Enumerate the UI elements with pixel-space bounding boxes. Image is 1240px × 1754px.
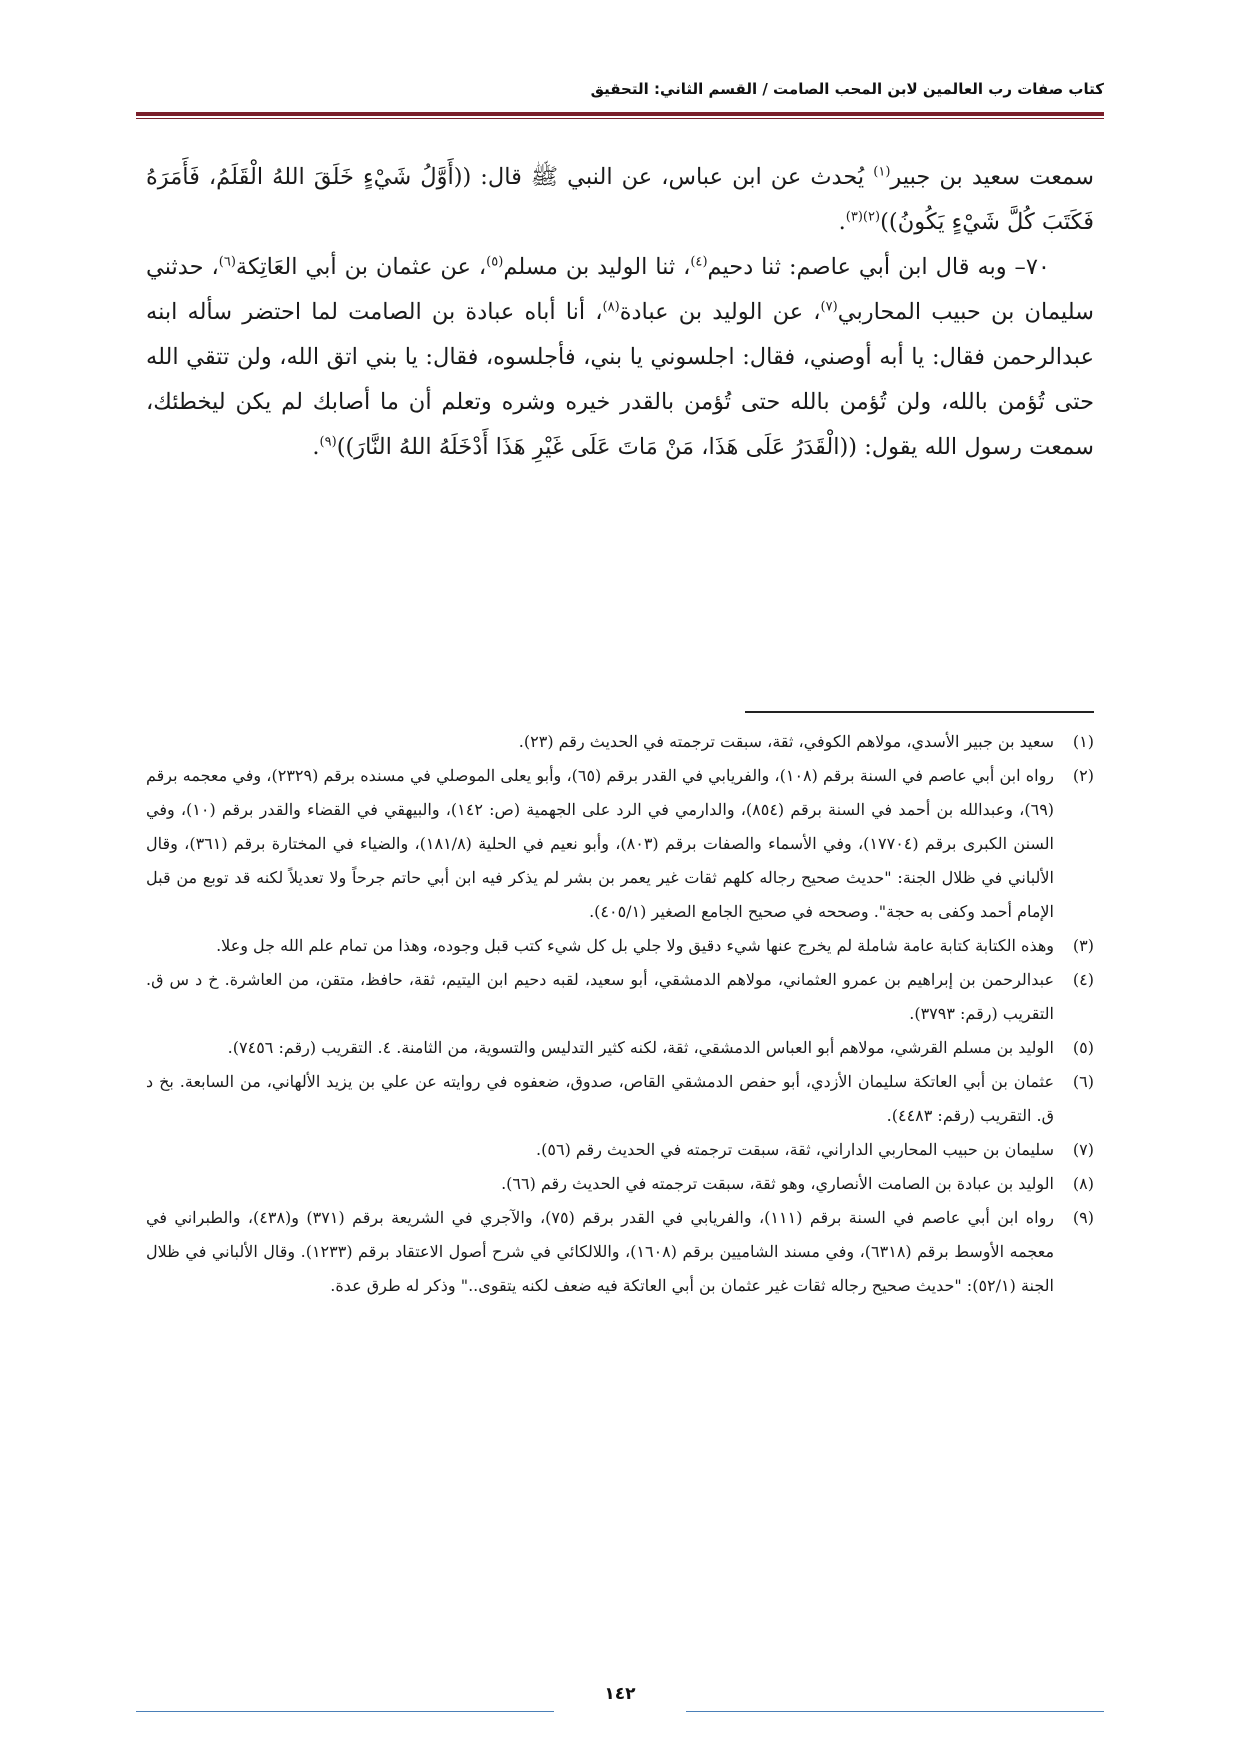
footnote-separator [745,711,1094,713]
footnote-text: رواه ابن أبي عاصم في السنة برقم (١٠٨)، والفريابي في القدر برقم (٦٥)، وأبو يعلى الموصلي في مسنده برقم (٢٣٢٩)، وفي معجمه برقم (٦٩)، وعبدالله بن أحمد في السنة برقم (٨٥٤)، والدارمي في الرد على الجهمية (ص: ١٤٢)، والبيهقي في القضاء والقدر برقم (١٠)، وفي السنن الكبرى برقم (١٧٧٠٤)، وفي الأسماء والصفات برقم (٨٠٣)، وأبو نعيم في الحلية (١٨١/٨)، والضياء في المختارة برقم (٣٦١)، وقال الألباني في ظلال الجنة: "حديث صحيح رجاله كلهم ثقات غير يعمر بن بشر لم يذكر فيه ابن أبي حاتم جرحاً ولا تعديلاً لكنه قد توبع من قبل الإمام أحمد وكفى به حجة". وصححه في صحيح الجامع الصغير (٤٠٥/١). [146,766,1055,921]
text-run: ، حدثني سليمان بن حبيب المحاربي [146,254,1094,325]
footnote-ref: (٤) [690,254,708,270]
book-title: كتاب صفات رب العالمين لابن المحب الصامت / القسم الثاني: التحقيق [590,80,1104,98]
page-footer [136,1684,1104,1724]
text-run: يُحدث عن ابن عباس، عن النبي ﷺ قال: ((أَوَّلُ شَيْءٍ خَلَقَ اللهُ الْقَلَمُ، فَأَمَرَهُ فَكَتَبَ كُلَّ شَيْءٍ يَكُونُ)) [146,164,1094,235]
footnote-text: الوليد بن عبادة بن الصامت الأنصاري، وهو ثقة، سبقت ترجمته في الحديث رقم (٦٦). [501,1174,1054,1193]
footnote-number: (٤) [1072,970,1094,989]
footnote-number: (٨) [1072,1174,1094,1193]
footnote-6 [146,1065,1094,1133]
footnote-text: الوليد بن مسلم القرشي، مولاهم أبو العباس الدمشقي، ثقة، لكنه كثير التدليس والتسوية، من الثامنة. ٤. التقريب (رقم: ٧٤٥٦). [227,1038,1054,1057]
text-run: ، ثنا الوليد بن مسلم [503,254,691,280]
text-run: ٧٠– وبه قال ابن أبي عاصم: ثنا دحيم [707,254,1050,280]
text-run: . [838,209,846,235]
footer-rule-right [686,1711,1104,1712]
footnote-number: (٦) [1072,1072,1094,1091]
footnote-ref: (٩) [319,434,337,450]
footnote-9 [146,1201,1094,1303]
footnote-text: عبدالرحمن بن إبراهيم بن عمرو العثماني، مولاهم الدمشقي، أبو سعيد، لقبه دحيم ابن اليتيم، ثقة، حافظ، متقن، من العاشرة. خ د س ق. التقريب (رقم: ٣٧٩٣). [146,970,1054,1023]
text-run: ، أنا أباه عبادة بن الصامت لما احتضر سأله ابنه عبدالرحمن فقال: يا أبه أوصني، فقال: اجلسوني يا بني، فأجلسوه، فقال: يا بني اتق الله، ولن تتقي الله حتى تُؤمن بالله، ولن تُؤمن بالله حتى تُؤمن بالقدر خيره وشره وتعلم أن ما أصابك لم يكن ليخطئك، سمعت رسول الله يقول: ((الْقَدَرُ عَلَى هَذَا، مَنْ مَاتَ عَلَى غَيْرِ هَذَا أَدْخَلَهُ اللهُ النَّارَ)) [146,299,1094,460]
footnote-text: سليمان بن حبيب المحاربي الداراني، ثقة، سبقت ترجمته في الحديث رقم (٥٦). [536,1140,1054,1159]
running-header [136,68,1104,120]
footnote-3 [146,929,1094,963]
text-run: سمعت سعيد بن جبير [890,164,1094,190]
page-number: ١٤٢ [604,1684,636,1704]
footnote-2 [146,759,1094,929]
footnote-text: سعيد بن جبير الأسدي، مولاهم الكوفي، ثقة، سبقت ترجمته في الحديث رقم (٢٣). [518,732,1054,751]
header-rule-thin [136,118,1104,119]
footnote-5 [146,1031,1094,1065]
footnote-text: وهذه الكتابة كتابة عامة شاملة لم يخرج عنها شيء دقيق ولا جلي بل كل شيء كتب قبل وجوده، وهذا من تمام علم الله جل وعلا. [216,936,1054,955]
footnote-ref: (٧) [820,299,838,315]
main-text [146,155,1094,470]
footnote-number: (٩) [1072,1208,1094,1227]
footnote-number: (١) [1072,732,1094,751]
paragraph-hadith-69-end [146,155,1094,245]
footnote-ref: (١) [873,164,891,180]
text-run: ، عن الوليد بن عبادة [619,299,821,325]
footnote-text: عثمان بن أبي العاتكة سليمان الأزدي، أبو حفص الدمشقي القاص، صدوق، ضعفوه في روايته عن علي بن يزيد الألهاني، من السابعة. بخ د ق. التقريب (رقم: ٤٤٨٣). [146,1072,1054,1125]
paragraph-hadith-70 [146,245,1094,470]
footnote-ref: (٢)(٣) [845,209,881,225]
footnotes [146,725,1094,1303]
footnote-4 [146,963,1094,1031]
footnote-ref: (٦) [218,254,236,270]
footnote-number: (٣) [1072,936,1094,955]
footnote-number: (٢) [1072,766,1094,785]
footnote-number: (٧) [1072,1140,1094,1159]
footnote-1 [146,725,1094,759]
footnote-number: (٥) [1072,1038,1094,1057]
footer-rule-left [136,1711,554,1712]
footnote-8 [146,1167,1094,1201]
header-rule-thick [136,112,1104,116]
footnote-7 [146,1133,1094,1167]
text-run: . [312,434,320,460]
footnote-ref: (٥) [486,254,504,270]
footnote-ref: (٨) [602,299,620,315]
footnote-text: رواه ابن أبي عاصم في السنة برقم (١١١)، والفريابي في القدر برقم (٧٥)، والآجري في الشريعة برقم (٣٧١) و(٤٣٨)، والطبراني في معجمه الأوسط برقم (٦٣١٨)، وفي مسند الشاميين برقم (١٦٠٨)، واللالكائي في شرح أصول الاعتقاد برقم (١٢٣٣). وقال الألباني في ظلال الجنة (٥٢/١): "حديث صحيح رجاله ثقات غير عثمان بن أبي العاتكة فيه ضعف لكنه يتقوى.." وذكر له طرق عدة. [146,1208,1055,1295]
text-run: ، عن عثمان بن أبي العَاتِكة [235,254,487,280]
